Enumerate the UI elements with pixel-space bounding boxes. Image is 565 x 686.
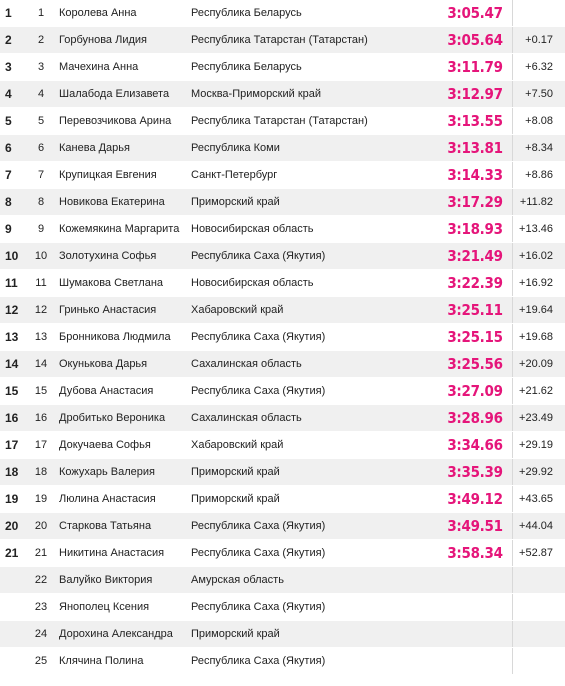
table-row (0, 81, 565, 108)
table-row (0, 0, 565, 27)
place-cell: 2 (5, 33, 12, 47)
time-cell: 3:25.15 (447, 328, 503, 346)
table-row (0, 27, 565, 54)
bib-number-cell: 24 (34, 628, 48, 640)
region-cell: Сахалинская область (191, 412, 302, 424)
table-row (0, 135, 565, 162)
table-row (0, 432, 565, 459)
time-cell: 3:25.56 (447, 355, 503, 373)
bib-number-cell: 7 (37, 169, 45, 181)
region-cell: Хабаровский край (191, 304, 284, 316)
time-gap-cell: +8.08 (525, 115, 553, 127)
athlete-name-cell: Люлина Анастасия (59, 493, 156, 505)
athlete-name-cell: Дорохина Александра (59, 628, 173, 640)
bib-number-cell: 5 (37, 115, 45, 127)
table-row (0, 297, 565, 324)
time-cell: 3:35.39 (447, 463, 503, 481)
athlete-name-cell: Дубова Анастасия (59, 385, 154, 397)
athlete-name-cell: Перевозчикова Арина (59, 115, 172, 127)
region-cell: Республика Саха (Якутия) (191, 520, 326, 532)
table-row (0, 540, 565, 567)
time-gap-cell: +8.86 (525, 169, 553, 181)
athlete-name-cell: Мачехина Анна (59, 61, 139, 73)
time-gap-cell: +29.92 (519, 466, 553, 478)
time-gap-cell: +7.50 (525, 88, 553, 100)
region-cell: Республика Саха (Якутия) (191, 547, 326, 559)
region-cell: Москва-Приморский край (191, 88, 322, 100)
time-gap-cell: +52.87 (519, 547, 553, 559)
time-cell: 3:12.97 (447, 85, 503, 103)
table-row (0, 270, 565, 297)
place-cell: 7 (5, 168, 12, 182)
region-cell: Приморский край (191, 466, 280, 478)
time-gap-cell: +29.19 (519, 439, 553, 451)
bib-number-cell: 22 (34, 574, 48, 586)
place-cell: 21 (5, 546, 19, 560)
table-row (0, 405, 565, 432)
time-cell: 3:34.66 (447, 436, 503, 454)
bib-number-cell: 11 (35, 277, 47, 289)
athlete-name-cell: Валуйко Виктория (59, 574, 153, 586)
region-cell: Республика Саха (Якутия) (191, 385, 326, 397)
place-cell: 18 (5, 465, 19, 479)
bib-number-cell: 15 (34, 385, 48, 397)
bib-number-cell: 12 (34, 304, 48, 316)
table-row (0, 189, 565, 216)
place-cell (0, 621, 30, 647)
time-cell: 3:11.79 (447, 58, 503, 76)
time-gap-cell: +20.09 (519, 358, 553, 370)
athlete-name-cell: Горбунова Лидия (59, 34, 147, 46)
place-cell: 13 (5, 330, 19, 344)
time-cell: 3:13.81 (447, 139, 503, 157)
time-gap-cell: +23.49 (519, 412, 553, 424)
region-cell: Республика Саха (Якутия) (191, 601, 326, 613)
bib-number-cell: 8 (37, 196, 45, 208)
bib-number-cell: 4 (37, 88, 45, 100)
time-cell: 3:28.96 (447, 409, 503, 427)
bib-number-cell: 23 (34, 601, 48, 613)
time-cell: 3:17.29 (447, 193, 503, 211)
table-row (0, 108, 565, 135)
time-cell: 3:27.09 (447, 382, 503, 400)
athlete-name-cell: Янополец Ксения (59, 601, 150, 613)
bib-number-cell: 25 (34, 655, 48, 667)
region-cell: Республика Татарстан (Татарстан) (191, 34, 368, 46)
region-cell: Новосибирская область (191, 223, 314, 235)
athlete-name-cell: Гринько Анастасия (59, 304, 157, 316)
table-row (0, 243, 565, 270)
time-cell: 3:13.55 (447, 112, 503, 130)
time-gap-cell: +19.68 (519, 331, 553, 343)
region-cell: Новосибирская область (191, 277, 314, 289)
place-cell: 14 (5, 357, 19, 371)
place-cell: 8 (5, 195, 12, 209)
region-cell: Республика Саха (Якутия) (191, 331, 326, 343)
place-cell: 17 (5, 438, 19, 452)
athlete-name-cell: Старкова Татьяна (59, 520, 152, 532)
region-cell: Приморский край (191, 196, 280, 208)
athlete-name-cell: Никитина Анастасия (59, 547, 165, 559)
place-cell: 20 (5, 519, 19, 533)
bib-number-cell: 21 (34, 547, 48, 559)
time-gap-cell: +16.02 (519, 250, 553, 262)
table-row (0, 324, 565, 351)
athlete-name-cell: Шумакова Светлана (59, 277, 164, 289)
place-cell: 5 (5, 114, 12, 128)
bib-number-cell: 16 (34, 412, 48, 424)
time-gap-cell (513, 594, 553, 620)
place-cell (0, 594, 30, 620)
time-gap-cell: +0.17 (525, 34, 553, 46)
time-gap-cell (513, 567, 553, 593)
table-row (0, 621, 565, 648)
table-row (0, 459, 565, 486)
time-cell (446, 648, 504, 674)
athlete-name-cell: Клячина Полина (59, 655, 144, 667)
time-cell: 3:21.49 (447, 247, 503, 265)
time-gap-cell (513, 648, 553, 674)
time-cell: 3:22.39 (447, 274, 503, 292)
place-cell: 15 (5, 384, 19, 398)
bib-number-cell: 1 (37, 7, 45, 19)
time-gap-cell: +43.65 (519, 493, 553, 505)
athlete-name-cell: Бронникова Людмила (59, 331, 171, 343)
place-cell: 10 (5, 249, 19, 263)
region-cell: Санкт-Петербург (191, 169, 278, 181)
region-cell: Приморский край (191, 628, 280, 640)
place-cell: 9 (5, 222, 12, 236)
time-gap-cell: +11.82 (519, 196, 553, 208)
place-cell (0, 648, 30, 674)
place-cell: 4 (5, 87, 12, 101)
athlete-name-cell: Новикова Екатерина (59, 196, 165, 208)
time-cell: 3:49.51 (447, 517, 503, 535)
table-row (0, 216, 565, 243)
time-cell: 3:49.12 (447, 490, 503, 508)
time-gap-cell (513, 0, 553, 26)
bib-number-cell: 14 (34, 358, 48, 370)
time-gap-cell: +44.04 (519, 520, 553, 532)
athlete-name-cell: Крупицкая Евгения (59, 169, 157, 181)
place-cell: 3 (5, 60, 12, 74)
time-cell (446, 621, 504, 647)
bib-number-cell: 10 (34, 250, 48, 262)
athlete-name-cell: Докучаева Софья (59, 439, 151, 451)
table-row (0, 567, 565, 594)
time-gap-cell: +8.34 (525, 142, 553, 154)
place-cell: 19 (5, 492, 19, 506)
bib-number-cell: 13 (34, 331, 48, 343)
region-cell: Республика Беларусь (191, 61, 302, 73)
bib-number-cell: 2 (37, 34, 45, 46)
place-cell (0, 567, 30, 593)
athlete-name-cell: Королева Анна (59, 7, 137, 19)
time-gap-cell: +13.46 (519, 223, 553, 235)
region-cell: Республика Татарстан (Татарстан) (191, 115, 368, 127)
athlete-name-cell: Кожемякина Маргарита (59, 223, 180, 235)
region-cell: Республика Коми (191, 142, 280, 154)
table-row (0, 351, 565, 378)
athlete-name-cell: Канева Дарья (59, 142, 130, 154)
table-row (0, 486, 565, 513)
region-cell: Хабаровский край (191, 439, 284, 451)
region-cell: Республика Саха (Якутия) (191, 655, 326, 667)
place-cell: 6 (5, 141, 12, 155)
time-cell (446, 567, 504, 593)
time-cell: 3:05.47 (447, 4, 503, 22)
time-cell: 3:25.11 (447, 301, 503, 319)
region-cell: Республика Саха (Якутия) (191, 250, 326, 262)
bib-number-cell: 19 (34, 493, 48, 505)
time-cell: 3:14.33 (447, 166, 503, 184)
time-cell (446, 594, 504, 620)
time-cell: 3:58.34 (447, 544, 503, 562)
bib-number-cell: 9 (37, 223, 45, 235)
athlete-name-cell: Золотухина Софья (59, 250, 157, 262)
time-gap-cell: +6.32 (525, 61, 553, 73)
region-cell: Амурская область (191, 574, 284, 586)
time-gap-cell: +16.92 (519, 277, 553, 289)
athlete-name-cell: Кожухарь Валерия (59, 466, 155, 478)
table-row (0, 54, 565, 81)
place-cell: 11 (5, 276, 18, 290)
bib-number-cell: 20 (34, 520, 48, 532)
athlete-name-cell: Шалабода Елизавета (59, 88, 170, 100)
place-cell: 1 (5, 6, 12, 20)
athlete-name-cell: Окунькова Дарья (59, 358, 148, 370)
table-row (0, 513, 565, 540)
time-cell: 3:18.93 (447, 220, 503, 238)
bib-number-cell: 17 (34, 439, 48, 451)
region-cell: Республика Беларусь (191, 7, 302, 19)
place-cell: 12 (5, 303, 19, 317)
table-row (0, 648, 565, 675)
athlete-name-cell: Дробитько Вероника (59, 412, 166, 424)
time-gap-cell: +21.62 (519, 385, 553, 397)
table-row (0, 594, 565, 621)
region-cell: Приморский край (191, 493, 280, 505)
time-gap-cell: +19.64 (519, 304, 553, 316)
time-cell: 3:05.64 (447, 31, 503, 49)
table-row (0, 378, 565, 405)
time-gap-cell (513, 621, 553, 647)
region-cell: Сахалинская область (191, 358, 302, 370)
bib-number-cell: 3 (37, 61, 45, 73)
table-row (0, 162, 565, 189)
place-cell: 16 (5, 411, 19, 425)
bib-number-cell: 18 (34, 466, 48, 478)
bib-number-cell: 6 (37, 142, 45, 154)
